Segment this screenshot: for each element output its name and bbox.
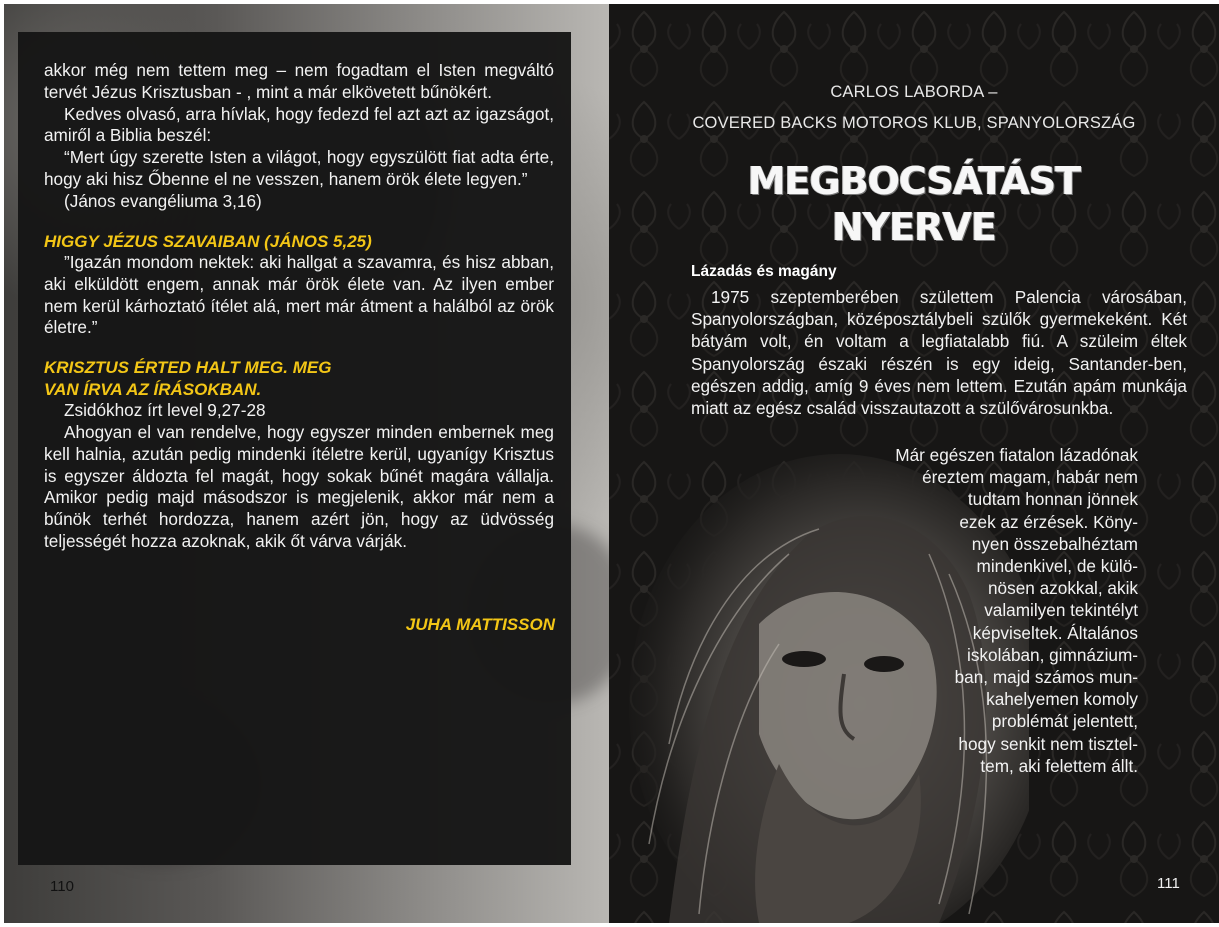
text-line: valamilyen tekintélyt	[984, 600, 1138, 621]
section-heading: VAN ÍRVA AZ ÍRÁSOKBAN.	[44, 379, 262, 399]
right-aligned-column	[895, 444, 1138, 777]
article-title: MEGBOCSÁTÁST	[747, 159, 1081, 203]
section-subheading: Lázadás és magány	[691, 263, 837, 280]
paragraph: Kedves olvasó, arra hívlak, hogy fedezd fel azt azt az igazságot, amiről a Biblia beszél:	[44, 103, 554, 146]
text-line: képviseltek. Általános	[972, 622, 1138, 643]
text-line: hogy senkit nem tisztel-	[958, 733, 1138, 754]
text-line: kahelyemen komoly	[986, 689, 1138, 710]
text-line: Már egészen fiatalon lázadónak	[895, 445, 1138, 465]
article-title: NYERVE	[832, 205, 996, 249]
section-heading: KRISZTUS ÉRTED HALT MEG. MEG	[44, 358, 332, 378]
text-line: nyen összebalhéztam	[971, 533, 1138, 554]
text-line: tudtam honnan jönnek	[967, 489, 1138, 510]
page-number: 110	[50, 878, 74, 895]
page-number: 111	[1157, 875, 1180, 892]
text-line: ban, majd számos mun-	[954, 667, 1138, 688]
author-name: CARLOS LABORDA –	[830, 83, 998, 101]
section-heading: HIGGY JÉZUS SZAVAIBAN (JÁNOS 5,25)	[44, 231, 372, 251]
text-line: tem, aki felettem állt.	[980, 755, 1138, 776]
text-line: iskolában, gimnázium-	[967, 644, 1138, 665]
bible-quote: “Mert úgy szerette Isten a világot, hogy egyszülött fiat adta érte, hogy aki hisz Őbenne el ne vesszen, hanem örök élete legyen.”	[44, 147, 554, 189]
left-page	[4, 4, 609, 923]
right-page-text	[691, 286, 1187, 419]
right-page	[609, 4, 1219, 923]
text-line: ezek az érzések. Köny-	[959, 511, 1138, 532]
bible-reference: Zsidókhoz írt level 9,27-28	[64, 400, 266, 421]
bible-quote: Ahogyan el van rendelve, hogy egyszer minden embernek meg kell halnia, azután pedig mindenki ítéletre kerül, ugyanígy Krisztus is egyszer áldozta fel magát, hogy sokak bűnét magára vállalja. Amikor pedig majd másodszor is megjelenik, akkor már nem a bűnök terhét hordozza, hanem azért jön, hogy az üdvösség teljességét hozza azoknak, akik őt várva várják.	[44, 422, 554, 552]
text-line: éreztem magam, habár nem	[922, 467, 1138, 488]
paragraph: akkor még nem tettem meg – nem fogadtam el Isten megváltó tervét Jézus Krisztusban - , mint a már elkövetett bűnökért.	[44, 60, 554, 102]
paragraph: 1975 szeptemberében születtem Palencia városában, Spanyolországban, középosztálybeli szülők gyermekeként. Két bátyám volt, én voltam a legfiatalabb fiú. A szüleim éltek Spanyolország északi részén is egy ideig, Santander-ben, egészen addig, amíg 9 éves nem lettem. Ezután apám munkája miatt az egész család visszautazott a szülővárosunkba.	[691, 287, 1187, 419]
bible-quote: ”Igazán mondom nektek: aki hallgat a szavamra, és hisz abban, aki elküldött engem, annak már örök élete van. Az ilyen ember nem kerül kárhoztató ítélet alá, mert már átment a halálból az örök életre.”	[44, 252, 554, 338]
left-page-text	[44, 60, 554, 553]
text-line: mindenkivel, de külö-	[976, 556, 1138, 577]
text-line: problémát jelentett,	[991, 711, 1138, 732]
author-signature: JUHA MATTISSON	[405, 615, 555, 634]
text-line: nösen azokkal, akik	[988, 578, 1138, 599]
bible-reference: (János evangéliuma 3,16)	[64, 190, 262, 211]
author-affiliation: COVERED BACKS MOTOROS KLUB, SPANYOLORSZÁG	[692, 114, 1136, 132]
